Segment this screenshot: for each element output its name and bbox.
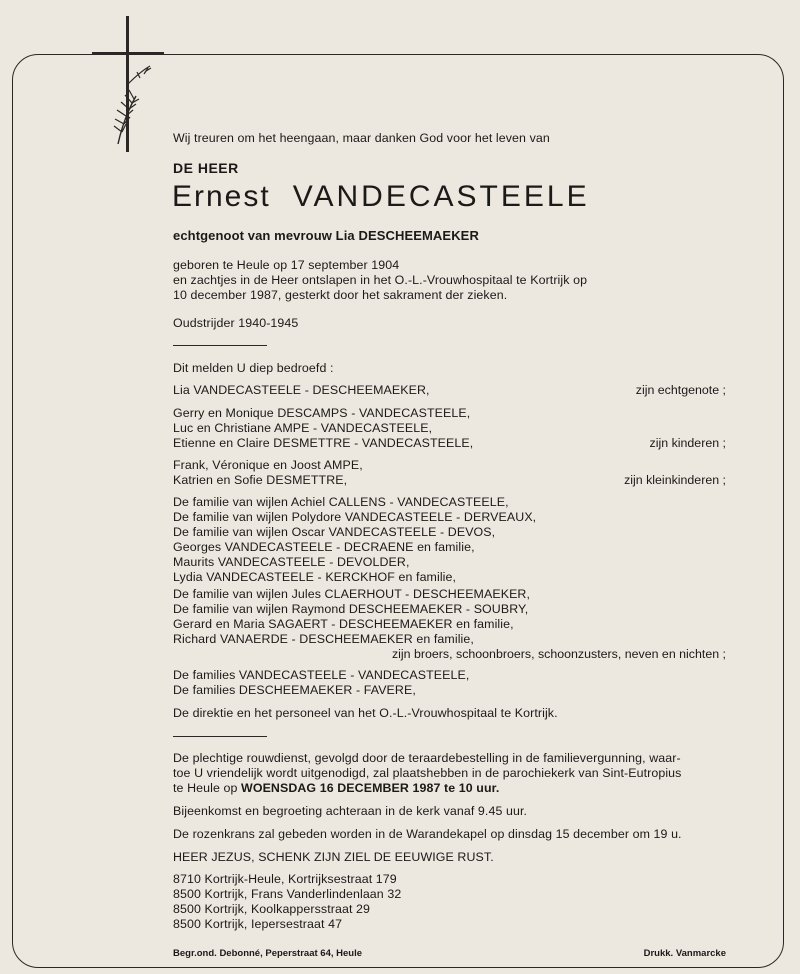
printer-credit: Drukk. Vanmarcke	[643, 948, 726, 959]
address-line: 8500 Kortrijk, Iepersestraat 47	[173, 917, 343, 931]
family-line: Lydia VANDECASTEELE - KERCKHOF en familie,	[173, 570, 457, 584]
child-line: Gerry en Monique DESCAMPS - VANDECASTEELE,	[173, 406, 471, 420]
family-line: Gerard en Maria SAGAERT - DESCHEEMAEKER en familie,	[173, 617, 514, 631]
service-line: De plechtige rouwdienst, gevolgd door de teraardebestelling in de familievergunning, waar-	[173, 751, 681, 765]
relation-siblings: zijn broers, schoonbroers, schoonzusters, neven en nichten ;	[391, 647, 726, 661]
family-line: Richard VANAERDE - DESCHEEMAEKER en familie,	[173, 632, 474, 646]
intro-text: Wij treuren om het heengaan, maar danken God voor het leven van	[173, 131, 550, 145]
announce-line: Dit melden U diep bedroefd :	[173, 361, 334, 375]
first-name: Ernest	[172, 180, 271, 213]
death-line: en zachtjes in de Heer ontslapen in het O.-L.-Vrouwhospitaal te Kortrijk op	[173, 273, 588, 287]
sacrament-line: 10 december 1987, gesterkt door het sakrament der zieken.	[173, 288, 508, 302]
cross-with-palm-icon	[88, 14, 168, 156]
service-line: toe U vriendelijk wordt uitgenodigd, zal plaatshebben in de parochiekerk van Sint-Eutropius	[173, 766, 682, 780]
deceased-name	[172, 180, 590, 214]
last-name: VANDECASTEELE	[292, 180, 590, 213]
service-line	[173, 781, 499, 795]
address-line: 8500 Kortrijk, Koolkappersstraat 29	[173, 902, 371, 916]
family-line: De familie van wijlen Achiel CALLENS - VANDECASTEELE,	[173, 495, 509, 509]
rosary-line: De rozenkrans zal gebeden worden in de Warandekapel op dinsdag 15 december om 19 u.	[173, 827, 682, 841]
families-line: De families DESCHEEMAEKER - FAVERE,	[173, 683, 416, 697]
funeral-director: Begr.ond. Debonné, Peperstraat 64, Heule	[173, 948, 362, 959]
gathering-line: Bijeenkomst en begroeting achteraan in de kerk vanaf 9.45 uur.	[173, 804, 528, 818]
veteran-line: Oudstrijder 1940-1945	[173, 316, 299, 330]
family-line: De familie van wijlen Raymond DESCHEEMAEKER - SOUBRY,	[173, 602, 529, 616]
service-date: WOENSDAG 16 DECEMBER 1987 te 10 uur.	[241, 781, 500, 795]
service-prefix: te Heule op	[173, 781, 242, 795]
spouse-name: Lia VANDECASTEELE - DESCHEEMAEKER,	[173, 383, 430, 397]
address-line: 8500 Kortrijk, Frans Vanderlindenlaan 32	[173, 887, 402, 901]
grandchild-line: Katrien en Sofie DESMETTRE,	[173, 473, 348, 487]
relation-spouse: zijn echtgenote ;	[635, 383, 726, 397]
hospital-staff-line: De direktie en het personeel van het O.-L.-Vrouwhospitaal te Kortrijk.	[173, 706, 558, 720]
address-line: 8710 Kortrijk-Heule, Kortrijksestraat 179	[173, 872, 397, 886]
child-line: Etienne en Claire DESMETTRE - VANDECASTEELE,	[173, 436, 474, 450]
relation-grandchildren: zijn kleinkinderen ;	[624, 473, 726, 487]
family-line: Maurits VANDECASTEELE - DEVOLDER,	[173, 555, 410, 569]
family-line: De familie van wijlen Jules CLAERHOUT - DESCHEEMAEKER,	[173, 587, 531, 601]
family-line: Georges VANDECASTEELE - DECRAENE en familie,	[173, 540, 475, 554]
family-line: De familie van wijlen Polydore VANDECASTEELE - DERVEAUX,	[173, 510, 537, 524]
birth-line: geboren te Heule op 17 september 1904	[173, 258, 400, 272]
prayer-line: HEER JEZUS, SCHENK ZIJN ZIEL DE EEUWIGE RUST.	[173, 850, 494, 864]
grandchild-line: Frank, Véronique en Joost AMPE,	[173, 458, 363, 472]
relation-children: zijn kinderen ;	[649, 436, 726, 450]
divider	[173, 345, 267, 346]
family-line: De familie van wijlen Oscar VANDECASTEELE - DEVOS,	[173, 525, 496, 539]
families-line: De families VANDECASTEELE - VANDECASTEELE,	[173, 668, 470, 682]
divider	[173, 736, 267, 737]
child-line: Luc en Christiane AMPE - VANDECASTEELE,	[173, 421, 433, 435]
honorific: DE HEER	[173, 160, 239, 176]
spouse-line: echtgenoot van mevrouw Lia DESCHEEMAEKER	[173, 228, 479, 243]
